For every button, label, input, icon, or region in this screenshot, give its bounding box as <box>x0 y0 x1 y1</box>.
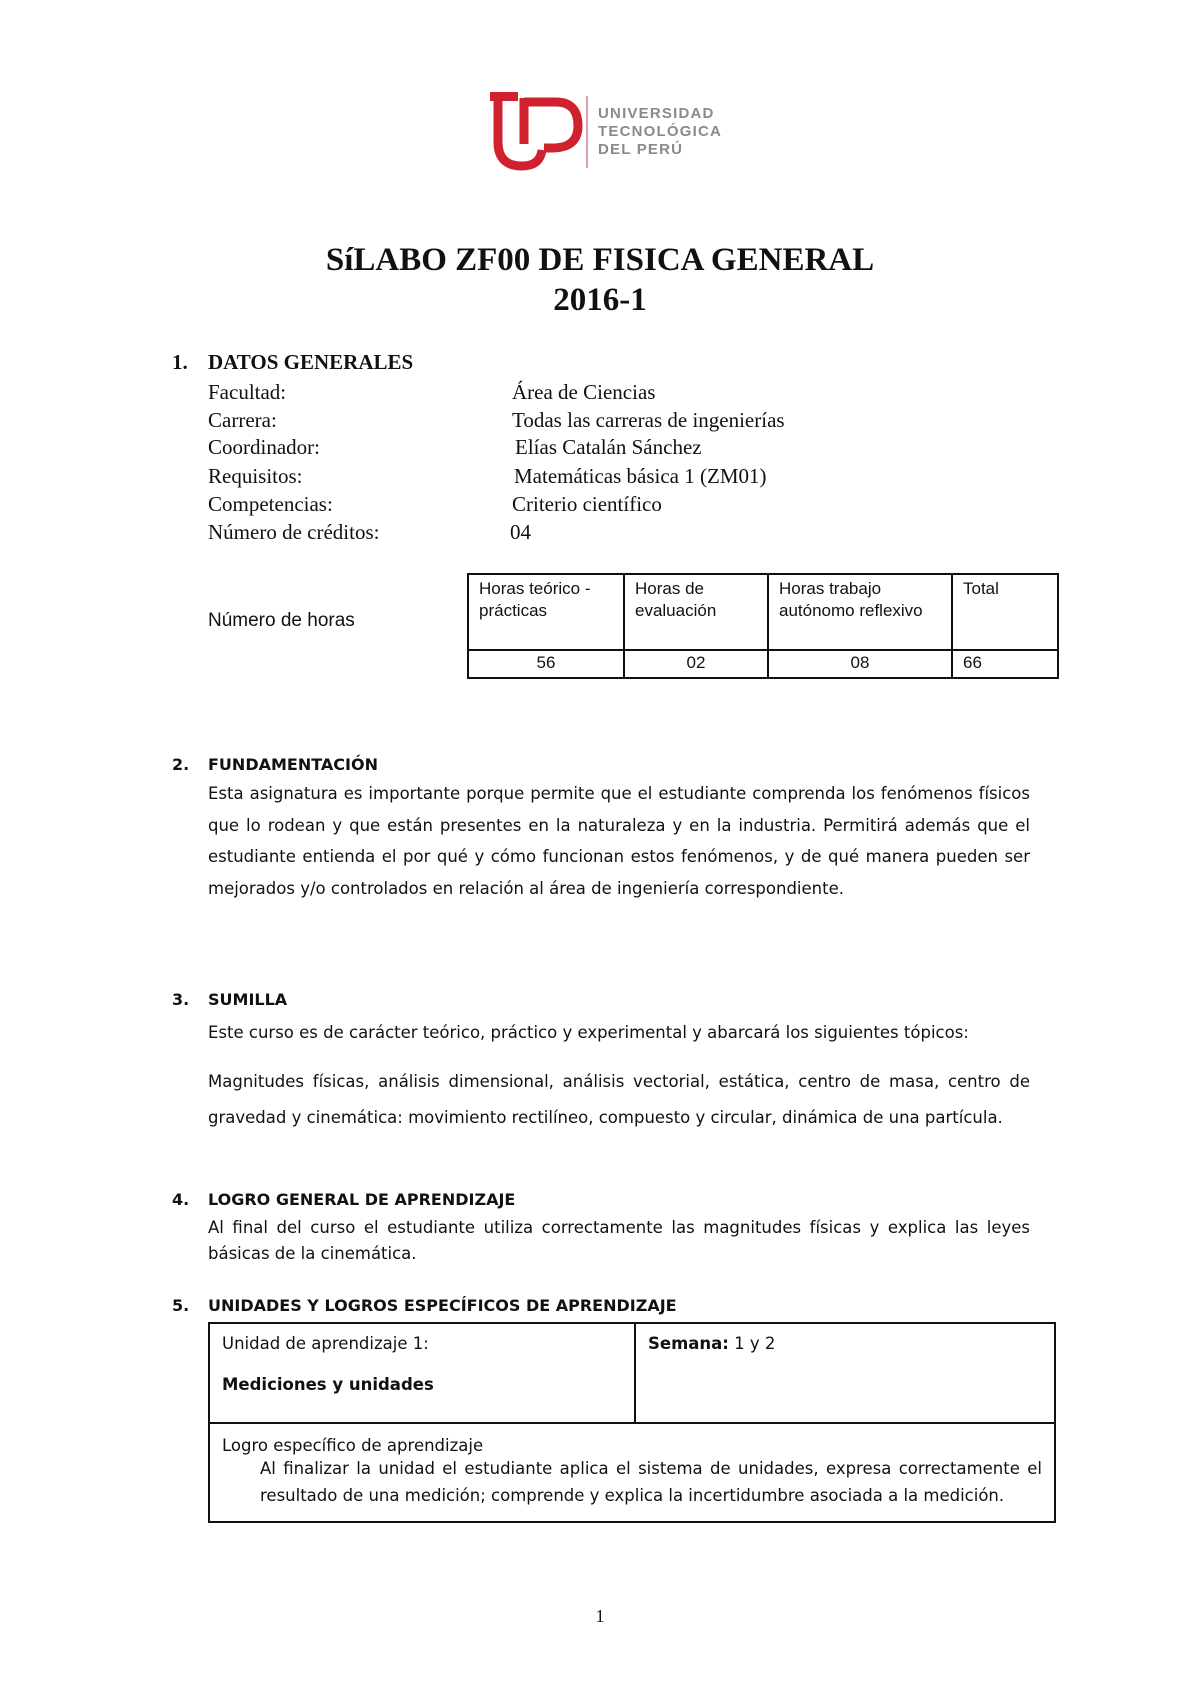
unit-label: Unidad de aprendizaje 1: <box>222 1334 429 1353</box>
week-label: Semana: <box>648 1334 729 1353</box>
hours-value-evaluation: 02 <box>624 650 768 678</box>
creditos-label: Número de créditos: <box>208 520 380 544</box>
hours-value-autonomous: 08 <box>768 650 952 678</box>
requisitos-label: Requisitos: <box>208 464 303 488</box>
hours-table <box>467 573 1059 679</box>
coordinador-label: Coordinador: <box>208 435 320 459</box>
hours-value-total: 66 <box>952 650 1058 678</box>
page-number: 1 <box>595 1606 605 1626</box>
unit-cell <box>209 1323 635 1423</box>
hours-header-theory: Horas teórico - prácticas <box>468 574 624 650</box>
section-2-title: FUNDAMENTACIÓN <box>208 755 378 774</box>
section-5-title: UNIDADES Y LOGROS ESPECÍFICOS DE APRENDIZAJE <box>208 1296 677 1315</box>
logro-general-text: Al final del curso el estudiante utiliza correctamente las magnitudes físicas y explica las leyes básicas de la cinemática. <box>208 1218 1030 1263</box>
carrera-label: Carrera: <box>208 408 277 432</box>
section-1-number: 1. <box>172 350 188 374</box>
document-title: SíLABO ZF00 DE FISICA GENERAL <box>325 242 875 278</box>
section-2-number: 2. <box>172 755 190 774</box>
competencias-value: Criterio científico <box>512 492 662 516</box>
logo-line-3: DEL PERÚ <box>598 141 684 158</box>
week-cell <box>635 1323 1055 1423</box>
unit-table <box>208 1322 1056 1523</box>
facultad-value: Área de Ciencias <box>512 380 656 404</box>
sumilla-topics: Magnitudes físicas, análisis dimensional, análisis vectorial, estática, centro de masa, centro de gravedad y cinemática: movimiento rectilíneo, compuesto y circular, dinámica de una partícula. <box>208 1072 1030 1127</box>
unit-name: Mediciones y unidades <box>222 1375 434 1394</box>
week-value: 1 y 2 <box>734 1334 776 1353</box>
section-1-title: DATOS GENERALES <box>208 350 414 374</box>
coordinador-value: Elías Catalán Sánchez <box>515 435 702 459</box>
section-4-number: 4. <box>172 1190 190 1209</box>
fundamentacion-text: Esta asignatura es importante porque permite que el estudiante comprenda los fenómenos físicos que lo rodean y que están presentes en la naturaleza y en la industria. Permitirá además que el estudiante entienda el por qué y cómo funcionan estos fenómenos, y de qué manera pueden ser mejorados y/o controlados en relación al área de ingeniería correspondiente. <box>208 784 1030 898</box>
hours-header-total: Total <box>952 574 1058 650</box>
section-3-title: SUMILLA <box>208 990 288 1009</box>
logo-divider <box>586 96 588 168</box>
facultad-label: Facultad: <box>208 380 287 404</box>
sumilla-intro: Este curso es de carácter teórico, práctico y experimental y abarcará los siguientes tópicos: <box>208 1023 969 1042</box>
hours-value-theory: 56 <box>468 650 624 678</box>
utp-logo-mark-icon <box>490 92 586 172</box>
competencias-label: Competencias: <box>208 492 333 516</box>
hours-header-evaluation: Horas de evaluación <box>624 574 768 650</box>
logo-line-1: UNIVERSIDAD <box>598 105 715 122</box>
section-5-number: 5. <box>172 1296 190 1315</box>
section-4-title: LOGRO GENERAL DE APRENDIZAJE <box>208 1190 516 1209</box>
logro-cell <box>209 1423 1055 1522</box>
requisitos-value: Matemáticas básica 1 (ZM01) <box>514 464 767 488</box>
creditos-value: 04 <box>510 520 531 544</box>
section-3-number: 3. <box>172 990 190 1009</box>
carrera-value: Todas las carreras de ingenierías <box>512 408 785 432</box>
logro-label: Logro específico de aprendizaje <box>222 1436 484 1455</box>
hours-label: Número de horas <box>208 610 355 631</box>
logro-text: Al finalizar la unidad el estudiante aplica el sistema de unidades, expresa correctamente el resultado de una medición; comprende y explica la incertidumbre asociada a la medición. <box>260 1459 1042 1505</box>
logo-line-2: TECNOLÓGICA <box>598 123 723 140</box>
hours-header-autonomous: Horas trabajo autónomo reflexivo <box>768 574 952 650</box>
document-term: 2016-1 <box>553 282 647 318</box>
utp-logo <box>490 92 723 172</box>
